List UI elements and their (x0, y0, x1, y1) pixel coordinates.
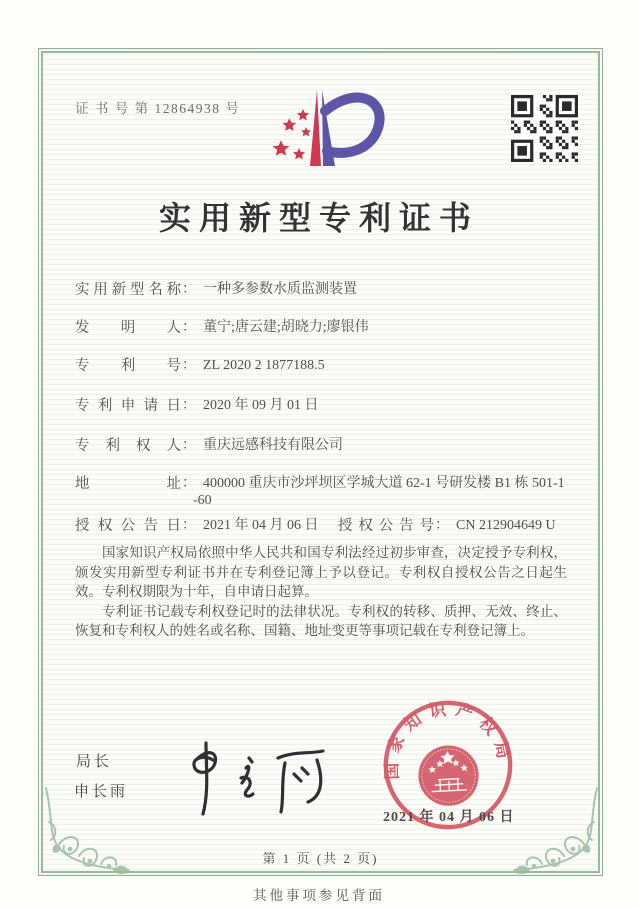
colon: ： (182, 398, 196, 413)
field-value: 2020 年 09 月 01 日 (203, 398, 319, 413)
colon: ： (435, 518, 449, 533)
field-address (75, 472, 575, 509)
field-grant-number (338, 514, 556, 535)
director-signature-icon (180, 736, 338, 824)
qr-code (511, 95, 578, 162)
field-value-line1: 400000 重庆市沙坪坝区学城大道 62-1 号研发楼 B1 栋 501-1 (203, 476, 565, 491)
field-label: 发明人 (75, 320, 181, 336)
field-inventors (75, 316, 369, 337)
field-label: 授权公告日 (75, 518, 181, 534)
field-value: 2021 年 04 月 06 日 (203, 518, 319, 533)
colon: ： (182, 518, 196, 533)
certificate-number: 证 书 号 第 12864938 号 (75, 101, 241, 116)
seal-ring-text: 国家知识产权局 (382, 699, 515, 780)
field-value: 一种多参数水质监测装置 (203, 282, 357, 297)
colon: ： (182, 476, 196, 491)
colon: ： (182, 438, 196, 453)
colon: ： (182, 358, 196, 373)
seal-date: 2021 年 04 月 06 日 (383, 810, 515, 825)
field-value-line2: -60 (193, 493, 212, 508)
field-patent-number (75, 354, 325, 375)
colon: ： (182, 320, 196, 335)
field-label: 授权公告号 (338, 518, 434, 534)
field-grant-date (75, 514, 319, 535)
field-utility-model-name (75, 278, 357, 299)
field-label: 地址 (75, 476, 181, 492)
field-filing-date (75, 394, 319, 415)
certificate-title: 实用新型专利证书 (158, 200, 479, 236)
field-label: 实用新型名称 (75, 282, 181, 298)
field-value: CN 212904649 U (456, 518, 556, 533)
director-name: 申长雨 (74, 784, 129, 800)
certificate-body (75, 543, 567, 641)
field-value: 董宁;唐云建;胡晓力;廖银伟 (203, 320, 369, 335)
cnipa-logo-icon (258, 84, 403, 180)
field-value: ZL 2020 2 1877188.5 (203, 358, 325, 373)
field-patentee (75, 434, 343, 455)
field-label: 专利申请日 (75, 398, 181, 414)
field-value: 重庆远感科技有限公司 (203, 438, 343, 453)
back-side-note: 其他事项参见背面 (253, 888, 385, 903)
field-label: 专利号 (75, 358, 181, 374)
page-number-note: 第 1 页 (共 2 页) (262, 851, 379, 866)
director-title: 局长 (76, 754, 113, 770)
body-paragraph-2: 专利证书记载专利权登记时的法律状况。专利权的转移、质押、无效、终止、恢复和专利权人的姓名或名称、国籍、地址变更等事项记载在专利登记簿上。 (75, 603, 567, 638)
colon: ： (182, 282, 196, 297)
field-label: 专利权人 (75, 438, 181, 454)
national-emblem-icon (417, 744, 480, 807)
body-paragraph-1: 国家知识产权局依照中华人民共和国专利法经过初步审查，决定授予专利权，颁发实用新型专利证书并在专利登记簿上予以登记。专利权自授权公告之日起生效。专利权期限为十年，自申请日起算。 (75, 545, 567, 599)
